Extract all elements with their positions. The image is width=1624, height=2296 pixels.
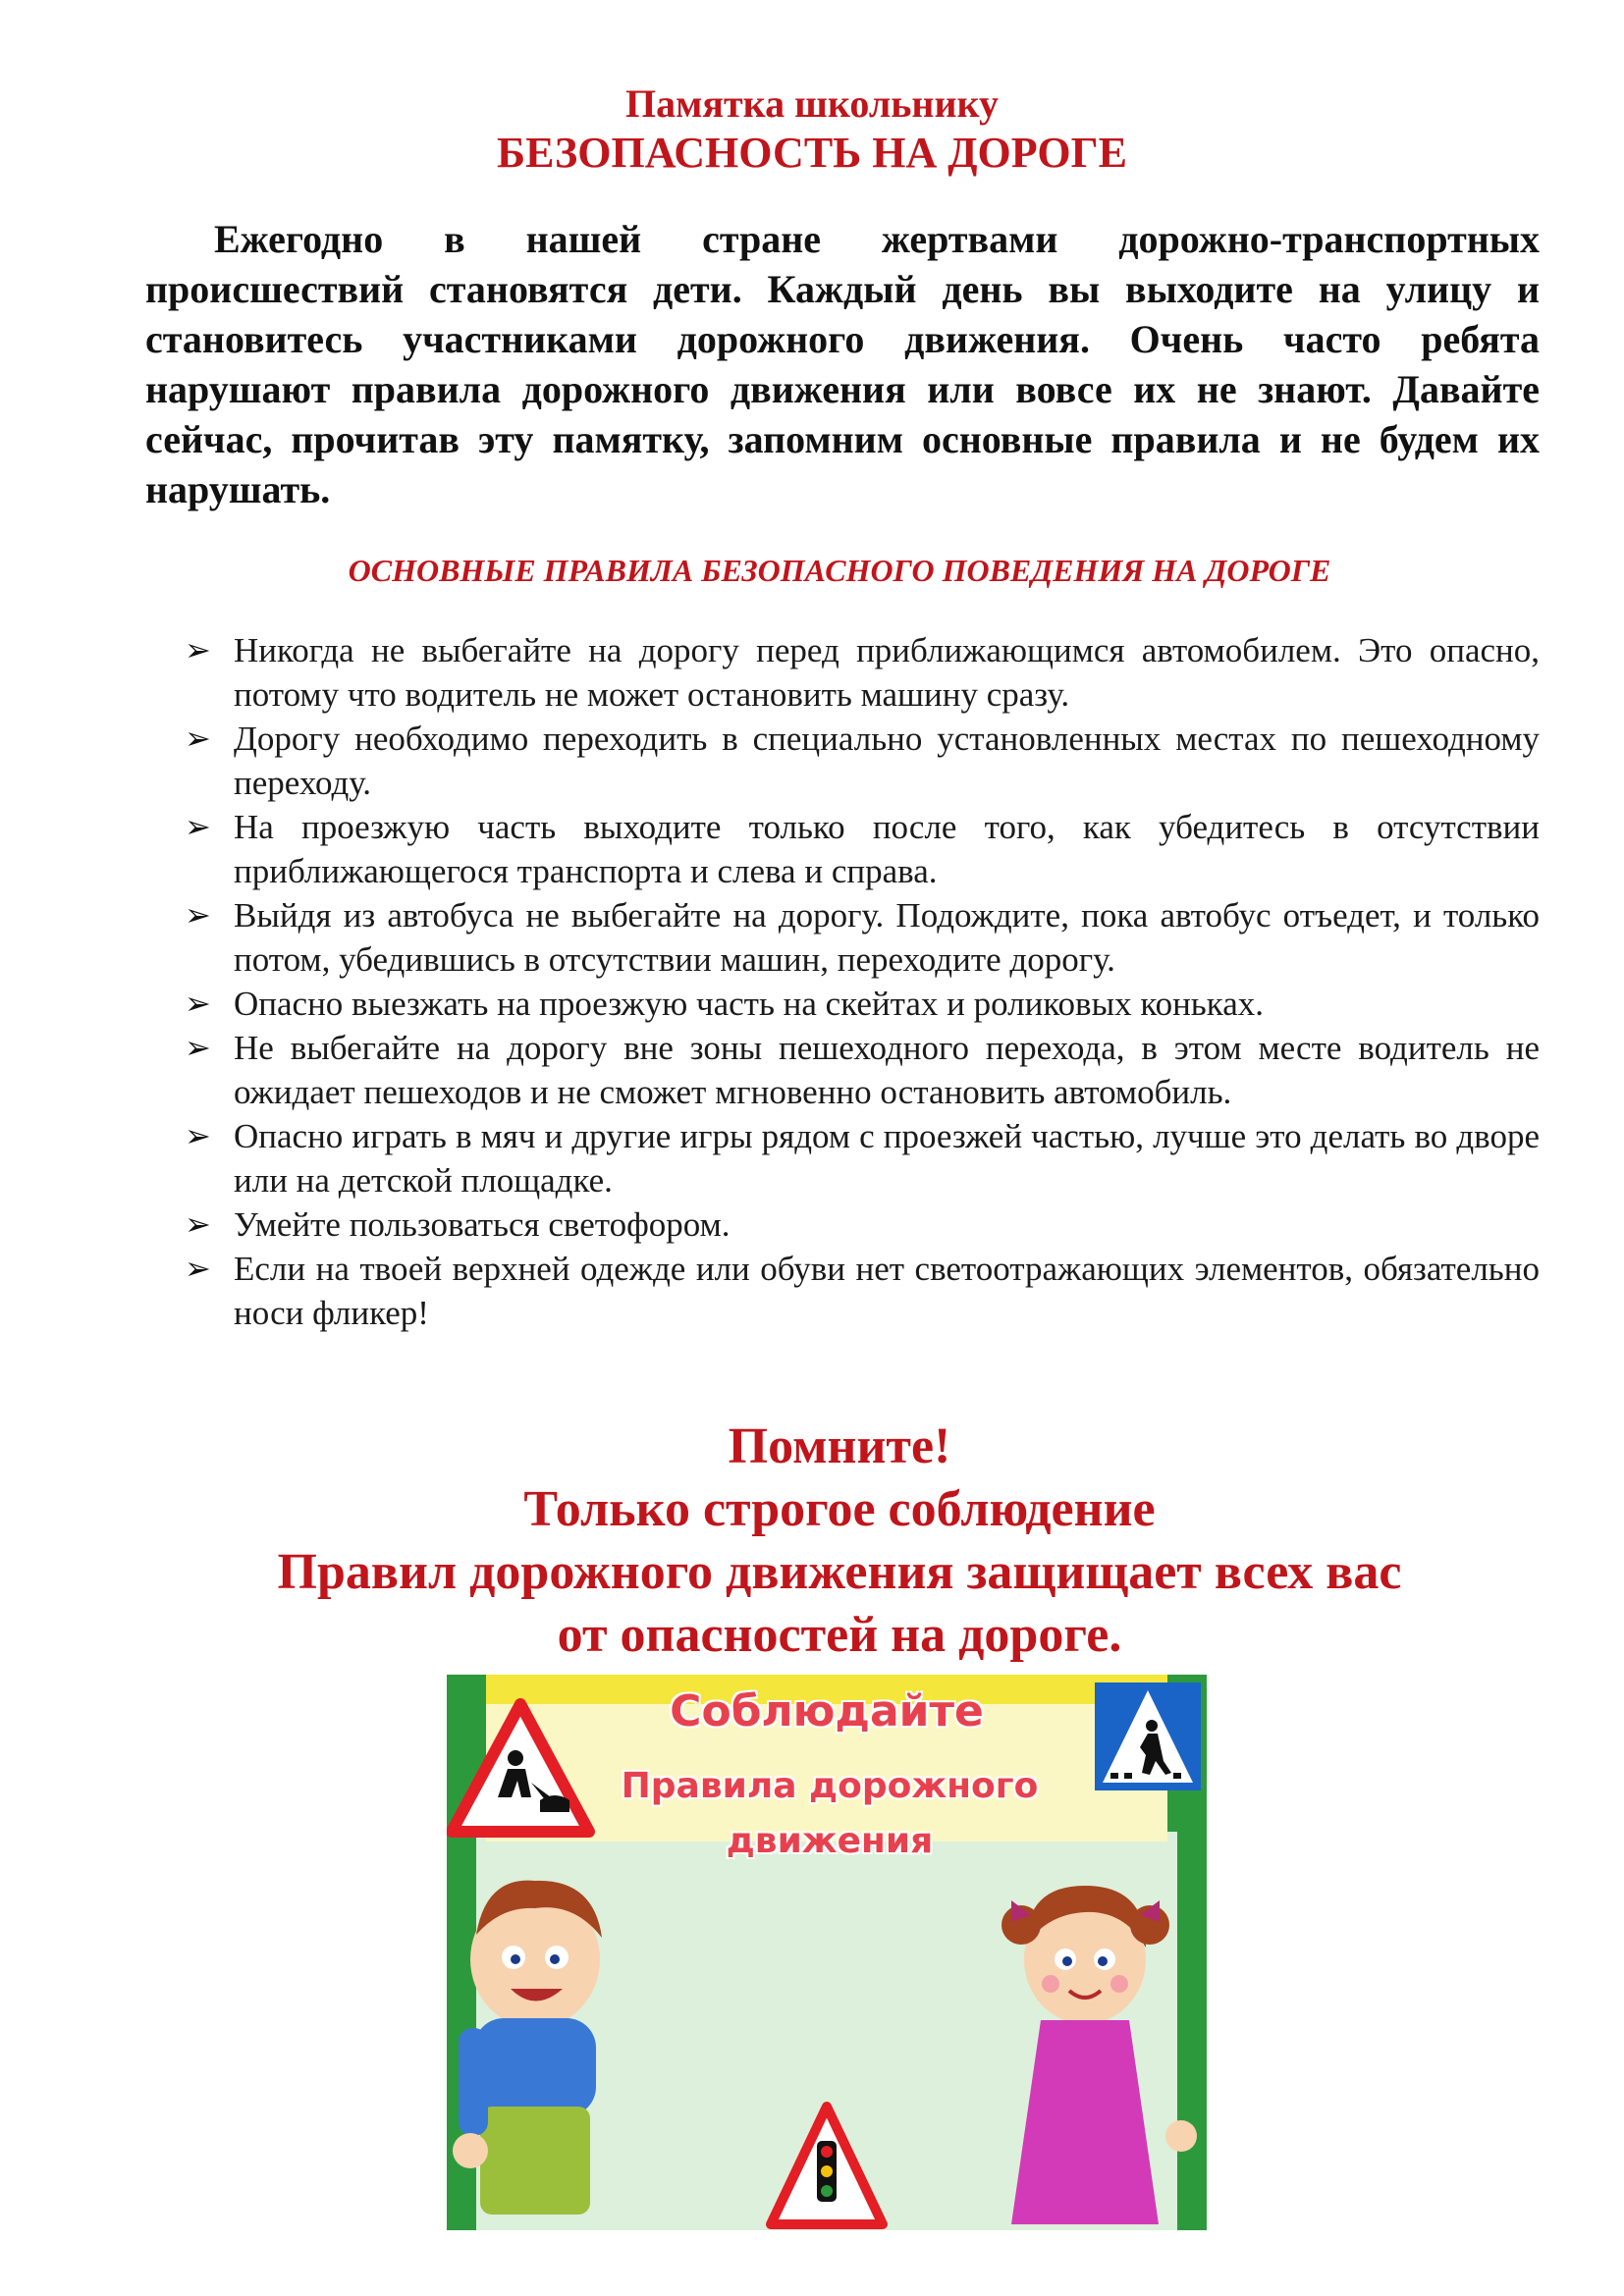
- arrow-bullet-icon: ➢: [185, 631, 211, 668]
- rule-text: Опасно играть в мяч и другие игры рядом с проезжей частью, лучше это делать во дворе или на детской площадке.: [234, 1117, 1540, 1200]
- rule-item: [185, 717, 1540, 805]
- rule-text: Выйдя из автобуса не выбегайте на дорогу. Подождите, пока автобус отъедет, и только потом, убедившись в отсутствии машин, переходите дорогу.: [234, 896, 1540, 979]
- rule-item: [185, 1026, 1540, 1114]
- rules-list: [185, 628, 1540, 1335]
- arrow-bullet-icon: ➢: [185, 985, 211, 1022]
- arrow-bullet-icon: ➢: [185, 1250, 211, 1287]
- rules-heading: ОСНОВНЫЕ ПРАВИЛА БЕЗОПАСНОГО ПОВЕДЕНИЯ НА ДОРОГЕ: [348, 553, 1331, 588]
- poster-title: Соблюдайте: [670, 1686, 984, 1736]
- reminder-line: Правил дорожного движения защищает всех вас: [277, 1544, 1402, 1600]
- rule-text: Не выбегайте на дорогу вне зоны пешеходного перехода, в этом месте водитель не ожидает пешеходов и не сможет мгновенно остановить автомобиль.: [234, 1029, 1540, 1111]
- reminder-line: от опасностей на дороге.: [557, 1607, 1122, 1663]
- intro-paragraph: Ежегодно в нашей стране жертвами дорожно-транспортных происшествий становятся дети. Каждый день вы выходите на улицу и становитесь участниками дорожного движения. Очень часто ребята нарушают правила дорожного движения или вовсе их не знают. Давайте сейчас, прочитав эту памятку, запомним основные правила и не будем их нарушать.: [145, 217, 1540, 511]
- rule-item: [185, 893, 1540, 982]
- poster-illustration: [447, 1675, 1207, 2230]
- rule-item: [185, 1247, 1540, 1335]
- rule-item: [185, 982, 1540, 1026]
- rule-text: Дорогу необходимо переходить в специально установленных местах по пешеходному переходу.: [234, 720, 1540, 802]
- rule-item: [185, 1202, 1540, 1247]
- poster-subtitle-line: движения: [726, 1821, 934, 1861]
- document-title: Памятка школьнику: [624, 81, 1000, 126]
- rule-text: Умейте пользоваться светофором.: [234, 1205, 731, 1244]
- rule-text: На проезжую часть выходите только после того, как убедитесь в отсутствии приближающегося транспорта и слева и справа.: [234, 808, 1540, 890]
- reminder-block: [0, 1415, 1624, 1667]
- arrow-bullet-icon: ➢: [185, 1029, 211, 1066]
- arrow-bullet-icon: ➢: [185, 1205, 211, 1243]
- rule-text: Если на твоей верхней одежде или обуви нет светоотражающих элементов, обязательно носи фликер!: [234, 1250, 1540, 1332]
- document-subtitle: БЕЗОПАСНОСТЬ НА ДОРОГЕ: [497, 129, 1127, 177]
- rule-item: [185, 1114, 1540, 1202]
- rule-item: [185, 628, 1540, 717]
- reminder-line: Только строгое соблюдение: [523, 1481, 1156, 1537]
- poster-artwork: [447, 1675, 1207, 2230]
- rule-text: Опасно выезжать на проезжую часть на скейтах и роликовых коньках.: [234, 985, 1265, 1023]
- arrow-bullet-icon: ➢: [185, 1117, 211, 1154]
- arrow-bullet-icon: ➢: [185, 808, 211, 845]
- poster-subtitle-line: Правила дорожного: [621, 1766, 1039, 1806]
- rule-item: [185, 805, 1540, 893]
- arrow-bullet-icon: ➢: [185, 720, 211, 757]
- poster-subtitle: [604, 1759, 1056, 1869]
- reminder-line: Помните!: [728, 1418, 951, 1474]
- rule-text: Никогда не выбегайте на дорогу перед приближающимся автомобилем. Это опасно, потому что водитель не может остановить машину сразу.: [234, 631, 1540, 714]
- arrow-bullet-icon: ➢: [185, 896, 211, 934]
